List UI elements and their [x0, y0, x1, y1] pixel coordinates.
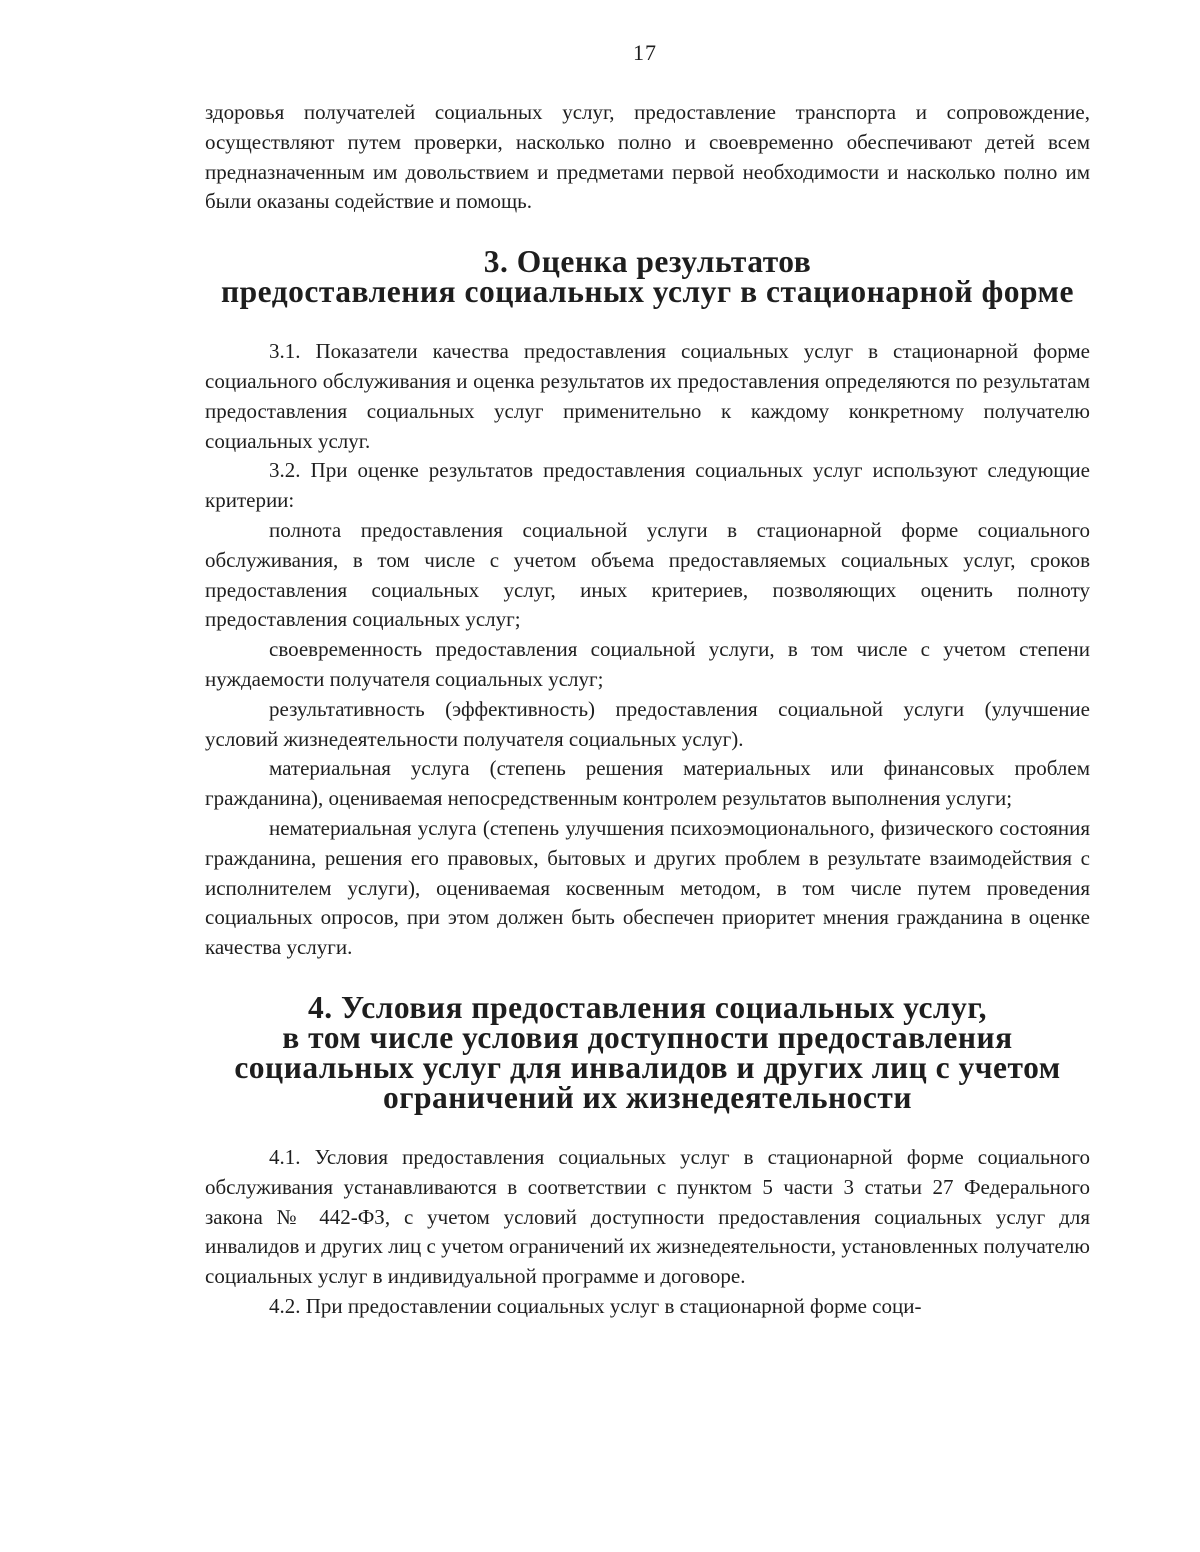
section-4-heading-line-2: в том числе условия доступности предоставления — [282, 1019, 1013, 1055]
paragraph-3-2: 3.2. При оценке результатов предоставления социальных услуг используют следующие критерии: — [205, 458, 1090, 513]
criterion-effectiveness: результативность (эффективность) предоставления социальной услуги (улучшение условий жизнедеятельности получателя социальных услуг). — [205, 696, 1090, 751]
paragraph-4-1: 4.1. Условия предоставления социальных услуг в стационарной форме социального обслуживания устанавливаются в соответствии с пунктом 5 части 3 статьи 27 Федерального закона № 442-ФЗ, с учетом условий доступности предоставления социальных услуг для инвалидов и других лиц с учетом ограничений их жизнедеятельности, установленных получателю социальных услуг в индивидуальной программе и договоре. — [205, 1144, 1090, 1289]
criterion-timeliness: своевременность предоставления социальной услуги, в том числе с учетом степени нуждаемости получателя социальных услуг; — [205, 637, 1090, 691]
intro-paragraph: здоровья получателей социальных услуг, предоставление транспорта и сопровождение, осуществляют путем проверки, насколько полно и своевременно обеспечивают детей всем предназначенным им довольствием и предметами первой необходимости и насколько полно им были оказаны содействие и помощь. — [205, 100, 1090, 214]
paragraph-4-2: 4.2. При предоставлении социальных услуг в стационарной форме соци- — [269, 1293, 922, 1318]
section-3-heading — [205, 244, 1090, 310]
criterion-completeness: полнота предоставления социальной услуги в стационарной форме социального обслуживания, в том числе с учетом объема предоставляемых социальных услуг, сроков предоставления социальных услуг, иных критериев, позволяющих оценить полноту предоставления социальных услуг; — [205, 517, 1090, 632]
section-4-heading — [205, 989, 1090, 1115]
section-4-heading-line-1: 4. Условия предоставления социальных услуг, — [308, 989, 987, 1025]
section-3-heading-line-2: предоставления социальных услуг в стационарной форме — [221, 274, 1074, 310]
section-4-heading-line-4: ограничений их жизнедеятельности — [382, 1079, 913, 1115]
criterion-material-service: материальная услуга (степень решения материальных или финансовых проблем гражданина), оцениваемая непосредственным контролем результатов выполнения услуги; — [205, 756, 1090, 811]
section-3-heading-line-1: 3. Оценка результатов — [483, 244, 812, 280]
document-body — [205, 98, 1090, 1322]
section-4-heading-line-3: социальных услуг для инвалидов и других лиц с учетом — [234, 1049, 1061, 1085]
page-number: 17 — [633, 40, 657, 65]
criterion-non-material-service: нематериальная услуга (степень улучшения психоэмоционального, физического состояния гражданина, решения его правовых, бытовых и других проблем в результате взаимодействия с исполнителем услуги), оцениваемая косвенным методом, в том числе путем проведения социальных опросов, при этом должен быть обеспечен приоритет мнения гражданина в оценке качества услуги. — [205, 815, 1090, 960]
paragraph-3-1: 3.1. Показатели качества предоставления социальных услуг в стационарной форме социального обслуживания и оценка результатов их предоставления определяются по результатам предоставления социальных услуг применительно к каждому конкретному получателю социальных услуг. — [205, 339, 1090, 453]
